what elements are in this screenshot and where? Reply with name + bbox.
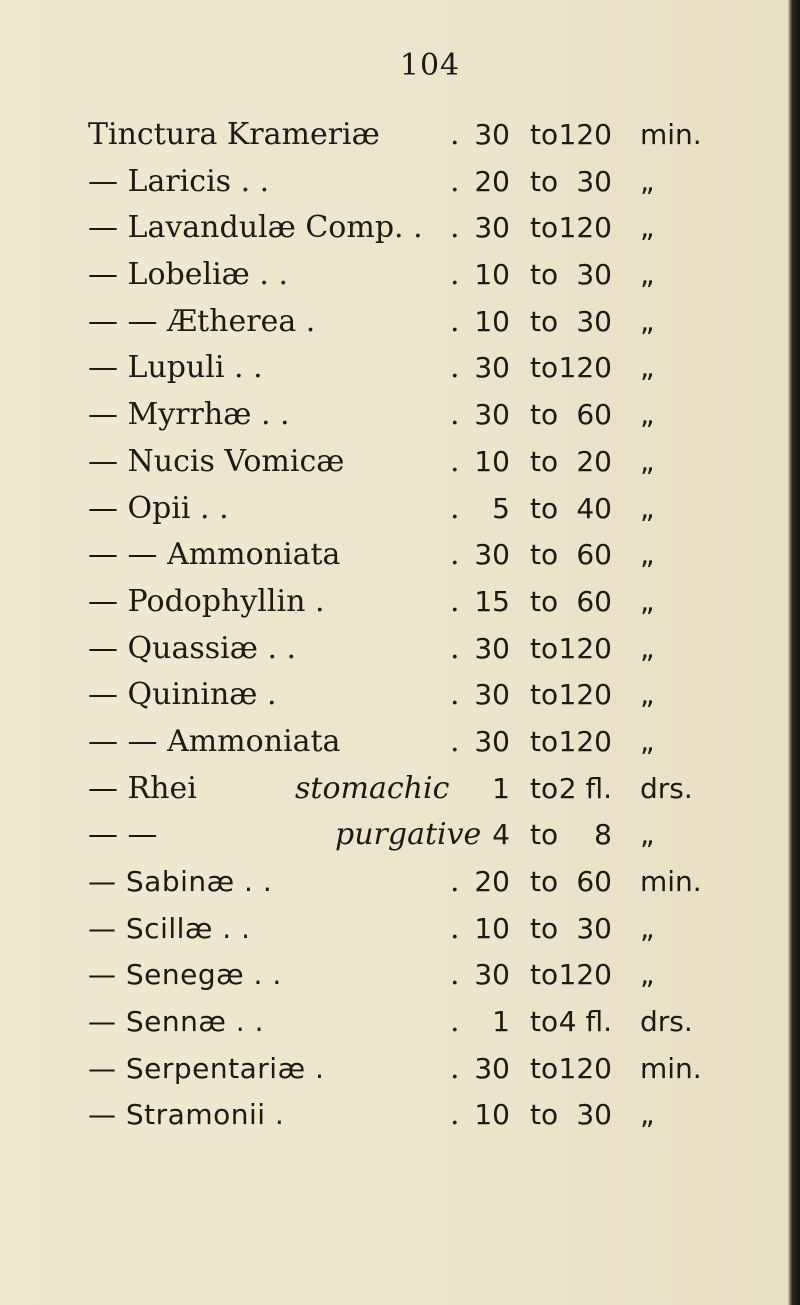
dose-upper: 60 <box>576 538 612 572</box>
dose-unit: „ <box>640 164 655 198</box>
dose-to-word: to <box>530 164 559 198</box>
entry-name: — Opii . . <box>88 490 229 526</box>
dose-to-word: to <box>530 398 559 432</box>
dose-to-word: to <box>530 538 559 572</box>
dose-unit: „ <box>640 818 655 852</box>
dose-upper: 20 <box>576 444 612 478</box>
entry-name: — — Ammoniata <box>88 537 341 573</box>
dose-unit: „ <box>640 631 655 665</box>
table-row <box>0 859 790 906</box>
leader-dots: . <box>450 1097 460 1133</box>
leader-dots: . <box>450 910 460 946</box>
leader-dots: . <box>450 303 460 339</box>
dose-to-word: to <box>530 678 559 712</box>
dose-upper: 60 <box>576 398 612 432</box>
dose-upper: 120 <box>558 211 612 245</box>
leader-dots: . <box>450 350 460 386</box>
dose-from: 30 <box>474 724 510 758</box>
dose-from: 20 <box>474 164 510 198</box>
dose-unit: „ <box>640 211 655 245</box>
leader-dots: . <box>450 163 460 199</box>
dose-to-word: to <box>530 1098 559 1132</box>
leader-dots: . <box>450 723 460 759</box>
dose-unit: min. <box>640 865 702 898</box>
dose-from: 30 <box>474 538 510 572</box>
table-row <box>0 952 790 999</box>
dose-from: 10 <box>474 911 510 945</box>
table-row <box>0 579 790 626</box>
dose-from: 30 <box>474 211 510 245</box>
dose-from: 10 <box>474 1098 510 1132</box>
dose-from: 30 <box>474 1051 510 1085</box>
dose-upper: 30 <box>576 164 612 198</box>
entry-name: — — Ammoniata <box>88 723 341 759</box>
leader-dots: . <box>450 397 460 433</box>
dose-unit: drs. <box>640 771 693 805</box>
dose-unit: „ <box>640 911 655 945</box>
dose-upper: 60 <box>576 865 612 898</box>
table-row <box>0 812 790 859</box>
leader-dots: . <box>450 257 460 293</box>
table-row <box>0 439 790 486</box>
dose-unit: „ <box>640 584 655 618</box>
dose-to-word: to <box>530 211 559 245</box>
dose-unit: „ <box>640 351 655 385</box>
entry-name: — Quassiæ . . <box>88 630 297 666</box>
entry-name: — Senegæ . . <box>88 958 282 992</box>
entry-name: — Lobeliæ . . <box>88 257 289 293</box>
dose-to-word: to <box>530 958 559 992</box>
dose-upper: 120 <box>558 118 612 151</box>
table-row <box>0 299 790 346</box>
table-row <box>0 626 790 673</box>
dose-upper: 30 <box>576 258 612 292</box>
dose-upper: 40 <box>576 491 612 525</box>
dose-unit: „ <box>640 444 655 478</box>
entry-variant: stomachic <box>295 770 450 806</box>
entry-name: — Podophyllin . <box>88 583 325 619</box>
dose-to-word: to <box>530 631 559 665</box>
dose-to-word: to <box>530 724 559 758</box>
dose-upper: 30 <box>576 304 612 338</box>
dose-from: 30 <box>474 398 510 432</box>
table-row <box>0 999 790 1046</box>
entry-variant: purgative <box>335 817 482 853</box>
leader-dots: . <box>450 443 460 479</box>
dose-to-word: to <box>530 118 559 151</box>
entry-name: — Rhei <box>88 770 197 806</box>
dose-to-word: to <box>530 818 559 852</box>
dose-from: 10 <box>474 444 510 478</box>
entry-name: — — Ætherea . <box>88 303 316 339</box>
leader-dots: . <box>450 957 460 993</box>
table-row <box>0 1046 790 1093</box>
table-row <box>0 205 790 252</box>
dose-upper: 60 <box>576 584 612 618</box>
leader-dots: . <box>450 677 460 713</box>
dose-unit: „ <box>640 724 655 758</box>
dose-upper: 2 fl. <box>558 771 612 805</box>
dose-to-word: to <box>530 584 559 618</box>
dose-upper: 120 <box>558 351 612 385</box>
leader-dots: . <box>450 117 460 152</box>
dose-from: 30 <box>474 351 510 385</box>
dose-unit: drs. <box>640 1005 693 1039</box>
dose-to-word: to <box>530 444 559 478</box>
entry-name: — Myrrhæ . . <box>88 397 290 433</box>
book-spine-shadow <box>788 0 800 1305</box>
dose-from: 1 <box>492 771 510 805</box>
dose-to-word: to <box>530 258 559 292</box>
entry-name: — Serpentariæ . <box>88 1051 325 1085</box>
dose-from: 20 <box>474 865 510 898</box>
dose-from: 10 <box>474 258 510 292</box>
table-row <box>0 112 790 159</box>
leader-dots: . <box>450 1004 460 1040</box>
table-row <box>0 906 790 953</box>
dose-from: 5 <box>492 491 510 525</box>
table-row <box>0 392 790 439</box>
table-row <box>0 1092 790 1139</box>
entry-name: — Sabinæ . . <box>88 865 273 898</box>
dose-unit: „ <box>640 258 655 292</box>
entry-name: — Lavandulæ Comp. . <box>88 210 423 246</box>
dose-from: 15 <box>474 584 510 618</box>
dose-to-word: to <box>530 491 559 525</box>
dose-from: 30 <box>474 631 510 665</box>
page-number: 104 <box>399 48 461 83</box>
leader-dots: . <box>450 537 460 573</box>
dose-unit: „ <box>640 398 655 432</box>
entry-name: Tinctura Krameriæ <box>88 117 380 152</box>
leader-dots: . <box>450 630 460 666</box>
leader-dots: . <box>450 864 460 899</box>
leader-dots: . <box>450 583 460 619</box>
dose-from: 10 <box>474 304 510 338</box>
dose-to-word: to <box>530 771 559 805</box>
table-row <box>0 719 790 766</box>
dose-to-word: to <box>530 304 559 338</box>
dose-to-word: to <box>530 351 559 385</box>
dose-from: 1 <box>492 1005 510 1039</box>
dose-unit: min. <box>640 1051 702 1085</box>
dose-to-word: to <box>530 911 559 945</box>
dose-upper: 120 <box>558 724 612 758</box>
entry-name: — Scillæ . . <box>88 911 251 945</box>
dose-unit: „ <box>640 678 655 712</box>
dose-upper: 4 fl. <box>558 1005 612 1039</box>
entry-name: — Laricis . . <box>88 163 270 199</box>
table-row <box>0 159 790 206</box>
dose-from: 4 <box>492 818 510 852</box>
table-row <box>0 486 790 533</box>
dose-from: 30 <box>474 678 510 712</box>
entry-name: — — <box>88 817 158 853</box>
dose-unit: „ <box>640 304 655 338</box>
leader-dots: . <box>450 210 460 246</box>
entry-name: — Quininæ . <box>88 677 277 713</box>
dose-unit: min. <box>640 118 702 151</box>
entry-name: — Stramonii . <box>88 1098 285 1132</box>
dose-unit: „ <box>640 538 655 572</box>
dose-upper: 120 <box>558 678 612 712</box>
table-row <box>0 252 790 299</box>
entry-name: — Nucis Vomicæ <box>88 443 345 479</box>
dose-unit: „ <box>640 1098 655 1132</box>
table-row <box>0 345 790 392</box>
dose-unit: „ <box>640 491 655 525</box>
table-row <box>0 532 790 579</box>
table-row <box>0 672 790 719</box>
leader-dots: . <box>450 490 460 526</box>
entry-name: — Lupuli . . <box>88 350 263 386</box>
dosage-table <box>0 112 790 1139</box>
entry-name: — Sennæ . . <box>88 1005 264 1039</box>
table-row <box>0 766 790 813</box>
dose-from: 30 <box>474 118 510 151</box>
dose-upper: 120 <box>558 631 612 665</box>
dose-to-word: to <box>530 865 559 898</box>
dose-upper: 120 <box>558 958 612 992</box>
dose-to-word: to <box>530 1005 559 1039</box>
dose-upper: 30 <box>576 1098 612 1132</box>
dose-to-word: to <box>530 1051 559 1085</box>
dose-from: 30 <box>474 958 510 992</box>
dose-upper: 120 <box>558 1051 612 1085</box>
dose-unit: „ <box>640 958 655 992</box>
dose-upper: 8 <box>594 818 612 852</box>
leader-dots: . <box>450 1050 460 1086</box>
dose-upper: 30 <box>576 911 612 945</box>
